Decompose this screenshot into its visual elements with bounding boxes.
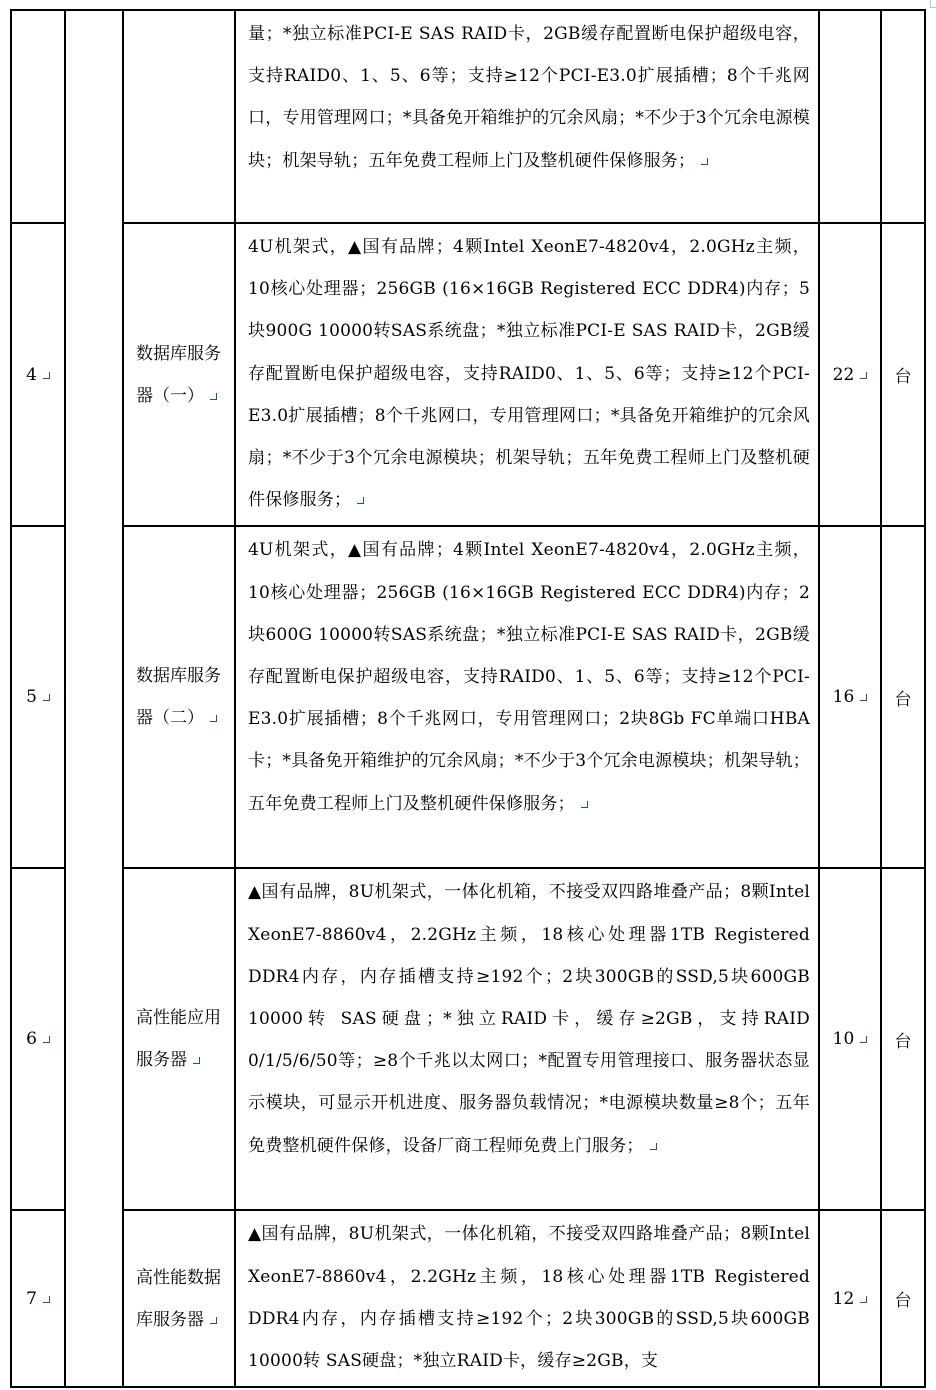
paragraph-mark-icon xyxy=(210,393,217,400)
item-name-cell: 高性能数据库服务器 xyxy=(123,1210,235,1387)
paragraph-mark-icon xyxy=(193,1057,200,1064)
spec-cell: ▲国有品牌，8U机架式，一体化机箱，不接受双四路堆叠产品；8颗Intel XeonE7-8860v4，2.2GHz主频，18核心处理器1TB Registered DDR4内存，内存插槽支持≥192个；2块300GB的SSD,5块600GB 10000转 SAS硬盘；*独立RAID卡，缓存≥2GB，支持RAID 0/1/5/6/50等；≥8个千兆以太网口；*配置专用管理接口、服务器状态显示模块，可显示开机进度、服务器负载情况；*电源模块数量≥8个；五年免费整机硬件保修，设备厂商工程师免费上门服务； xyxy=(235,868,819,1210)
row-number-cell: 4 xyxy=(11,223,65,526)
paragraph-mark-icon xyxy=(357,497,364,504)
spec-cell: 量；*独立标准PCI-E SAS RAID卡，2GB缓存配置断电保护超级电容，支持RAID0、1、5、6等；支持≥12个PCI-E3.0扩展插槽；8个千兆网口，专用管理网口；*具备免开箱维护的冗余风扇；*不少于3个冗余电源模块；机架导轨；五年免费工程师上门及整机硬件保修服务； xyxy=(235,10,819,223)
unit-cell: 台 xyxy=(881,223,925,526)
paragraph-mark-icon xyxy=(43,372,50,379)
edge-mark xyxy=(930,0,936,8)
paragraph-mark-icon xyxy=(581,801,588,808)
paragraph-mark-icon xyxy=(860,372,867,379)
table-row xyxy=(11,526,925,868)
paragraph-mark-icon xyxy=(860,694,867,701)
quantity-cell: 22 xyxy=(819,223,881,526)
unit-cell: 台 xyxy=(881,526,925,868)
paragraph-mark-icon xyxy=(860,1296,867,1303)
paragraph-mark-icon xyxy=(43,1036,50,1043)
unit-cell: 台 xyxy=(881,868,925,1210)
equipment-spec-table xyxy=(10,9,926,1388)
paragraph-mark-icon xyxy=(43,694,50,701)
row-number-cell: 7 xyxy=(11,1210,65,1387)
paragraph-mark-icon xyxy=(701,158,708,165)
spec-cell: 4U机架式，▲国有品牌；4颗Intel XeonE7-4820v4，2.0GHz主频，10核心处理器；256GB (16×16GB Registered ECC DDR4)内存；5块900G 10000转SAS系统盘；*独立标准PCI-E SAS RAID卡，2GB缓存配置断电保护超级电容，支持RAID0、1、5、6等；支持≥12个PCI-E3.0扩展插槽；8个千兆网口，专用管理网口；*具备免开箱维护的冗余风扇；*不少于3个冗余电源模块；机架导轨；五年免费工程师上门及整机硬件保修服务； xyxy=(235,223,819,526)
quantity-cell: 10 xyxy=(819,868,881,1210)
table-row xyxy=(11,223,925,526)
page-edge xyxy=(930,0,936,1390)
paragraph-mark-icon xyxy=(210,1317,217,1324)
category-cell xyxy=(65,10,123,1387)
spec-cell: 4U机架式，▲国有品牌；4颗Intel XeonE7-4820v4，2.0GHz主频，10核心处理器；256GB (16×16GB Registered ECC DDR4)内存；2块600G 10000转SAS系统盘；*独立标准PCI-E SAS RAID卡，2GB缓存配置断电保护超级电容，支持RAID0、1、5、6等；支持≥12个PCI-E3.0扩展插槽；8个千兆网口，专用管理网口；2块8Gb FC单端口HBA卡；*具备免开箱维护的冗余风扇；*不少于3个冗余电源模块；机架导轨；五年免费工程师上门及整机硬件保修服务； xyxy=(235,526,819,868)
paragraph-mark-icon xyxy=(43,1296,50,1303)
paragraph-mark-icon xyxy=(650,1143,657,1150)
table-row xyxy=(11,1210,925,1387)
item-name-cell: 数据库服务器（一） xyxy=(123,223,235,526)
table-row xyxy=(11,10,925,223)
row-number-cell: 5 xyxy=(11,526,65,868)
quantity-cell xyxy=(819,10,881,223)
quantity-cell: 12 xyxy=(819,1210,881,1387)
table-row xyxy=(11,868,925,1210)
unit-cell: 台 xyxy=(881,1210,925,1387)
paragraph-mark-icon xyxy=(210,715,217,722)
item-name-cell xyxy=(123,10,235,223)
spec-cell: ▲国有品牌，8U机架式，一体化机箱，不接受双四路堆叠产品；8颗Intel XeonE7-8860v4，2.2GHz主频，18核心处理器1TB Registered DDR4内存，内存插槽支持≥192个；2块300GB的SSD,5块600GB 10000转 SAS硬盘；*独立RAID卡，缓存≥2GB，支 xyxy=(235,1210,819,1387)
item-name-cell: 高性能应用服务器 xyxy=(123,868,235,1210)
quantity-cell: 16 xyxy=(819,526,881,868)
paragraph-mark-icon xyxy=(860,1036,867,1043)
item-name-cell: 数据库服务器（二） xyxy=(123,526,235,868)
row-number-cell: 6 xyxy=(11,868,65,1210)
row-number-cell xyxy=(11,10,65,223)
unit-cell xyxy=(881,10,925,223)
